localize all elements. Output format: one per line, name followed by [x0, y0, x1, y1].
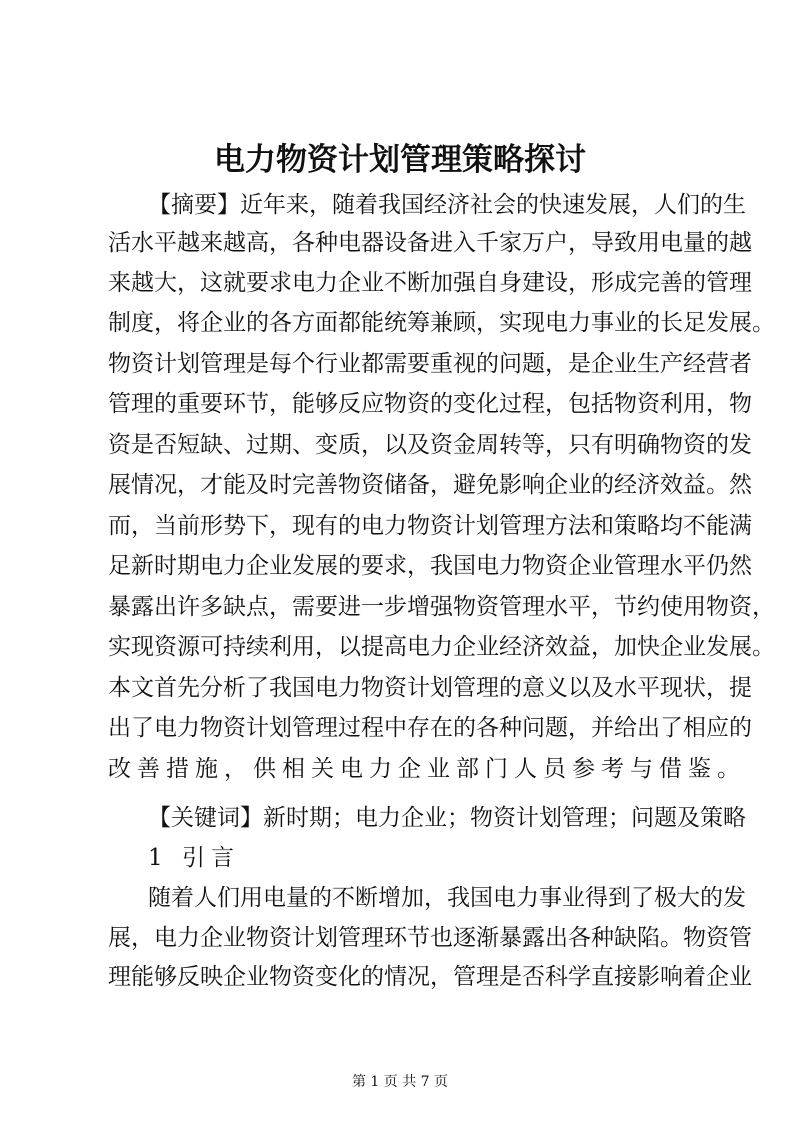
abstract-line: 展情况，才能及时完善物资储备，避免影响企业的经济效益。然 [108, 472, 752, 498]
body-line: 理能够反映企业物资变化的情况，管理是否科学直接影响着企业 [108, 964, 752, 990]
abstract-line: 出了电力物资计划管理过程中存在的各种问题，并给出了相应的 [108, 715, 752, 741]
abstract-line: 制度，将企业的各方面都能统筹兼顾，实现电力事业的长足发展。 [108, 310, 775, 336]
abstract-line: 本文首先分析了我国电力物资计划管理的意义以及水平现状，提 [108, 675, 752, 701]
abstract-line: 管理的重要环节，能够反应物资的变化过程，包括物资利用，物 [108, 391, 752, 417]
abstract-line: 实现资源可持续利用，以提高电力企业经济效益，加快企业发展。 [108, 634, 775, 660]
abstract-line: 来越大，这就要求电力企业不断加强自身建设，形成完善的管理 [108, 270, 752, 296]
abstract-line: 【摘要】近年来，随着我国经济社会的快速发展，人们的生 [148, 192, 746, 218]
abstract-line: 物资计划管理是每个行业都需要重视的问题，是企业生产经营者 [108, 351, 752, 377]
page-footer: 第 1 页 共 7 页 [351, 1074, 449, 1090]
abstract-line: 而，当前形势下，现有的电力物资计划管理方法和策略均不能满 [108, 513, 752, 539]
abstract-line: 改善措施，供相关电力企业部门人员参考与借鉴。 [108, 756, 746, 782]
abstract-line: 活水平越来越高，各种电器设备进入千家万户，导致用电量的越 [108, 230, 752, 256]
body-line: 随着人们用电量的不断增加，我国电力事业得到了极大的发 [148, 885, 746, 911]
page-title: 电力物资计划管理策略探讨 [214, 142, 586, 178]
abstract-line: 足新时期电力企业发展的要求，我国电力物资企业管理水平仍然 [108, 553, 752, 579]
abstract-line: 暴露出许多缺点，需要进一步增强物资管理水平，节约使用物资， [108, 594, 775, 620]
abstract-line: 资是否短缺、过期、变质，以及资金周转等，只有明确物资的发 [108, 432, 752, 458]
body-line: 展，电力企业物资计划管理环节也逐渐暴露出各种缺陷。物资管 [108, 925, 752, 951]
section-heading: 1 引言 [148, 845, 240, 871]
keywords-line: 【关键词】新时期；电力企业；物资计划管理；问题及策略 [148, 805, 746, 831]
